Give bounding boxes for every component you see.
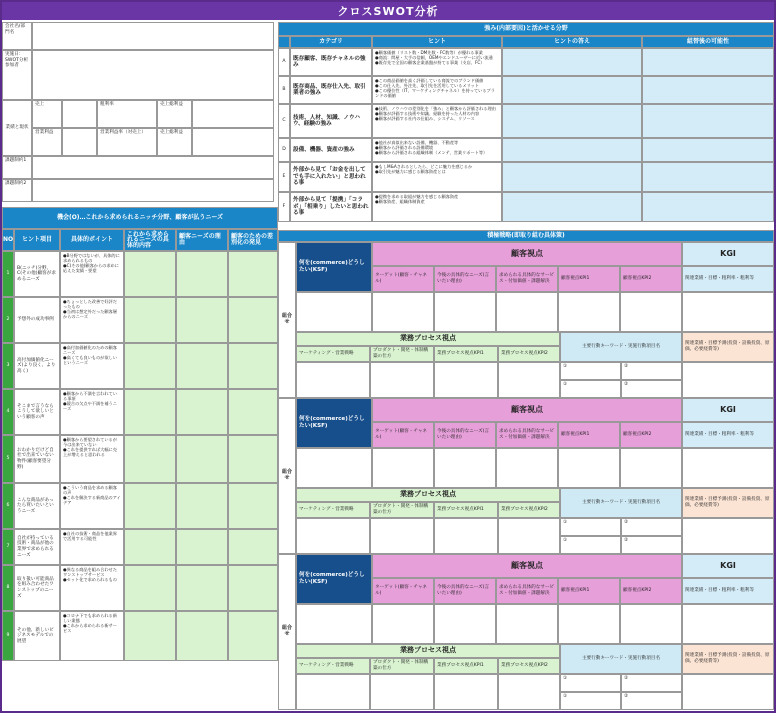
opp-col-extra: 顧客のための差別化の発見 bbox=[228, 229, 278, 251]
customer-input[interactable] bbox=[620, 604, 682, 644]
opp-row-hint: ●異なる商品を組み合わせたワンストップサービス ●セット化で求められるもの bbox=[60, 565, 124, 611]
pkpi1-label: 業務プロセス視点KPI1 bbox=[434, 346, 498, 362]
target-label: ターゲット(顧客・チャネル) bbox=[372, 578, 434, 604]
ksf-input[interactable] bbox=[296, 604, 372, 644]
swot-owner-field[interactable] bbox=[32, 50, 274, 100]
strength-row-category: 既存顧客、既存チャネルの強み bbox=[290, 48, 372, 76]
kgi-header: KGI bbox=[682, 554, 774, 578]
strengths-col-hint: ヒント bbox=[372, 36, 502, 48]
keyword-a-label[interactable]: ① bbox=[560, 674, 621, 692]
keyword-label: 主要行動キーワード・実施行動項目名 bbox=[560, 488, 682, 518]
strength-row-possibility[interactable] bbox=[642, 138, 774, 162]
op-total-label: 売上総利益 bbox=[157, 128, 192, 156]
marketing-input[interactable] bbox=[296, 362, 370, 398]
opp-row-hint: ●ちょっとした改善で好評だったもの ●当初は想定外だった顧客層からのニーズ bbox=[60, 297, 124, 343]
issue1-label: 課題制約1 bbox=[2, 156, 32, 179]
op-field[interactable] bbox=[62, 128, 97, 156]
opp-col-category: ヒント項目 bbox=[14, 229, 60, 251]
service-label: 求められる具体的なサービス・付加価値・課題解決 bbox=[496, 266, 558, 292]
opp-row-answer[interactable] bbox=[124, 565, 176, 611]
strength-row-answer[interactable] bbox=[502, 138, 642, 162]
product-label: プロダクト・開発・体制構築の仕方 bbox=[370, 346, 434, 362]
opp-row-answer[interactable] bbox=[124, 611, 176, 661]
opp-row-reason[interactable] bbox=[176, 565, 228, 611]
opp-row-no: 6 bbox=[2, 483, 14, 529]
strength-row-id: F bbox=[278, 192, 290, 222]
keyword-b-label[interactable]: ② bbox=[621, 536, 682, 554]
keyword-a-label[interactable]: ① bbox=[560, 536, 621, 554]
opportunities-rows bbox=[2, 251, 278, 673]
product-input[interactable] bbox=[370, 518, 434, 554]
keyword-a-label[interactable]: ① bbox=[560, 380, 621, 398]
strength-row-hint: ●提携を求める取組が魅力を感じる顧客資産 ●顧客資産、組織体制資産 bbox=[372, 192, 502, 222]
opp-row-reason[interactable] bbox=[176, 483, 228, 529]
opp-row-answer[interactable] bbox=[124, 389, 176, 435]
opp-row-extra[interactable] bbox=[228, 435, 278, 483]
opp-row-no: 5 bbox=[2, 435, 14, 483]
opp-row-category: 高付加価値化ニーズ(より良く、より高く) bbox=[14, 343, 60, 389]
opp-row-reason[interactable] bbox=[176, 435, 228, 483]
opp-row-hint: ●顧客から不満を言われている事項 ●競合の欠点や不満を補うニーズ bbox=[60, 389, 124, 435]
customer-input[interactable] bbox=[558, 604, 620, 644]
pkpi1-label: 業務プロセス視点KPI1 bbox=[434, 658, 498, 674]
keyword-label: 主要行動キーワード・実施行動項目名 bbox=[560, 644, 682, 674]
pkpi2-label: 業務プロセス視点KPI2 bbox=[498, 346, 560, 362]
customer-header: 顧客視点 bbox=[372, 554, 682, 578]
opp-row-hint: ●高付加価値化のための顧客ニーズ ●高くても良いものが欲しいというニーズ bbox=[60, 343, 124, 389]
ksf-input[interactable] bbox=[296, 448, 372, 488]
opp-row-answer[interactable] bbox=[124, 529, 176, 565]
keyword-a-label[interactable]: ① bbox=[560, 362, 621, 380]
opp-row-no: 7 bbox=[2, 529, 14, 565]
target-label: ターゲット(顧客・チャネル) bbox=[372, 422, 434, 448]
kgi-detail-label: 関連業績・目標・粗利率・粗利等 bbox=[682, 578, 774, 604]
pkpi2-input[interactable] bbox=[498, 362, 560, 398]
kpi2-label: 顧客視点KPI2 bbox=[620, 422, 682, 448]
strength-row-possibility[interactable] bbox=[642, 162, 774, 192]
strength-row-category: 外部から見て「提携」「コラボ」「相乗り」したいと思われる事 bbox=[290, 192, 372, 222]
opp-row-hint: ●B分野ではないが、具体的に求められるもの ●C(その他)顧客からの求めに応えた実績・要望 bbox=[60, 251, 124, 297]
keyword-b-label[interactable]: ② bbox=[621, 518, 682, 536]
strength-row-hint: ●顧客価値（リスト数・DM先数・FC数等）が優れる事業 ●商流：問屋・大手の信頼、OEMやエンドユーザーに近い流通 ●既存先で全国の顧客企業基盤が持てる事業（支店、FC） bbox=[372, 48, 502, 76]
kgi-header: KGI bbox=[682, 398, 774, 422]
swot-owner-label: 実施日：SWOT分析参加者 bbox=[2, 50, 32, 100]
opp-row-no: 3 bbox=[2, 343, 14, 389]
strength-row-id: D bbox=[278, 138, 290, 162]
pkpi1-input[interactable] bbox=[434, 362, 498, 398]
strength-row-answer[interactable] bbox=[502, 162, 642, 192]
opp-row-hint: ●顧客から要望されているが今は出来ていない ●これを提供すれば大幅に売上が増えると思われる bbox=[60, 435, 124, 483]
strategy-blocks bbox=[278, 242, 774, 711]
pkpi1-input[interactable] bbox=[434, 674, 498, 710]
pkpi1-label: 業務プロセス視点KPI1 bbox=[434, 502, 498, 518]
combo-label: 組合せ bbox=[278, 242, 296, 398]
strength-row-answer[interactable] bbox=[502, 48, 642, 76]
kgi-detail-label: 関連業績・目標・粗利率・粗利等 bbox=[682, 422, 774, 448]
customer-input[interactable] bbox=[620, 448, 682, 488]
kpi2-label: 顧客視点KPI2 bbox=[620, 578, 682, 604]
target-label: ターゲット(顧客・チャネル) bbox=[372, 266, 434, 292]
perf-label: 業績と現状 bbox=[2, 100, 32, 156]
customer-input[interactable] bbox=[434, 292, 496, 332]
needs-label: 今後の具体的なニーズ(言いたい理由) bbox=[434, 422, 496, 448]
keyword-a-label[interactable]: ① bbox=[560, 518, 621, 536]
kpi2-label: 顧客視点KPI2 bbox=[620, 266, 682, 292]
customer-header: 顧客視点 bbox=[372, 398, 682, 422]
strategy-header: 積極戦略(即取り組む具体策) bbox=[278, 230, 774, 242]
customer-input[interactable] bbox=[372, 292, 434, 332]
marketing-input[interactable] bbox=[296, 674, 370, 710]
opp-col-reason: 顧客ニーズの理由 bbox=[176, 229, 228, 251]
process-header: 業務プロセス視点 bbox=[296, 644, 560, 658]
strengths-rows bbox=[278, 48, 774, 230]
strengths-table bbox=[278, 22, 774, 230]
strength-row-category: 設備、機器、資産の強み bbox=[290, 138, 372, 162]
kgi-input[interactable] bbox=[682, 292, 774, 332]
strength-row-id: C bbox=[278, 104, 290, 138]
customer-input[interactable] bbox=[434, 448, 496, 488]
opp-row-category: 自社が持っている技術・商品が他の業界で求められるニーズ bbox=[14, 529, 60, 565]
opp-row-answer[interactable] bbox=[124, 297, 176, 343]
marketing-label: マーケティング・営業戦略 bbox=[296, 658, 370, 674]
keyword-b-label[interactable]: ② bbox=[621, 674, 682, 692]
strength-row-hint: ●技術、ノウハウの差別化を「強み」と顧客から評価される理由 ●顧客が評価する技術や知識、経験を持った人材の内容 ●顧客が評価する社内の仕組み、システム、リソース bbox=[372, 104, 502, 138]
opp-row-extra[interactable] bbox=[228, 389, 278, 435]
product-label: プロダクト・開発・体制構築の仕方 bbox=[370, 658, 434, 674]
opportunities-table bbox=[2, 207, 278, 673]
company-name-field[interactable] bbox=[32, 22, 274, 50]
customer-input[interactable] bbox=[372, 448, 434, 488]
strength-row-id: A bbox=[278, 48, 290, 76]
strength-row-category: 外部から見て「お金を出してでも手に入れたい」と思われる事 bbox=[290, 162, 372, 192]
marketing-input[interactable] bbox=[296, 518, 370, 554]
opp-row-category: 取り扱い可能商品を組み合わせたワンストップのニーズ bbox=[14, 565, 60, 611]
process-header: 業務プロセス視点 bbox=[296, 488, 560, 502]
ksf-label: 何を(commerce)どうしたい(KSF) bbox=[296, 554, 372, 604]
strengths-col-category: カテゴリ bbox=[290, 36, 372, 48]
product-input[interactable] bbox=[370, 362, 434, 398]
company-info bbox=[2, 22, 274, 202]
issue1-field[interactable] bbox=[32, 156, 274, 179]
strategy-block bbox=[278, 242, 774, 398]
opp-row-reason[interactable] bbox=[176, 389, 228, 435]
combo-label: 組合せ bbox=[278, 398, 296, 554]
strength-row-hint: ●もしM&Aされるとしたら、どこに魅力を感じるか ●取引先が魅力に感じる顧客資産とは bbox=[372, 162, 502, 192]
keyword-b-label[interactable]: ② bbox=[621, 362, 682, 380]
product-label: プロダクト・開発・体制構築の仕方 bbox=[370, 502, 434, 518]
opp-row-extra[interactable] bbox=[228, 483, 278, 529]
strategy-block bbox=[278, 398, 774, 554]
opp-col-no: NO bbox=[2, 229, 14, 251]
strengths-col-possibility: 組替後の可能性 bbox=[642, 36, 774, 48]
customer-input[interactable] bbox=[372, 604, 434, 644]
opp-row-answer[interactable] bbox=[124, 343, 176, 389]
pkpi1-input[interactable] bbox=[434, 518, 498, 554]
strengths-col-answer: ヒントの答え bbox=[502, 36, 642, 48]
customer-input[interactable] bbox=[558, 292, 620, 332]
strength-row-possibility[interactable] bbox=[642, 48, 774, 76]
needs-label: 今後の具体的なニーズ(言いたい理由) bbox=[434, 266, 496, 292]
process-header: 業務プロセス視点 bbox=[296, 332, 560, 346]
page-title: クロスSWOT分析 bbox=[2, 2, 774, 20]
keyword-a-label[interactable]: ① bbox=[560, 692, 621, 710]
customer-input[interactable] bbox=[434, 604, 496, 644]
opp-row-answer[interactable] bbox=[124, 251, 176, 297]
opp-row-hint: ●コロナ下でも求められる新しい業態 ●これから求められる新サービス bbox=[60, 611, 124, 661]
opp-row-extra[interactable] bbox=[228, 565, 278, 611]
opp-row-category: おわかりだけど自社で出来ていない物件(顧客要望分野) bbox=[14, 435, 60, 483]
ksf-label: 何を(commerce)どうしたい(KSF) bbox=[296, 398, 372, 448]
opp-row-reason[interactable] bbox=[176, 611, 228, 661]
pkpi2-input[interactable] bbox=[498, 518, 560, 554]
company-name-label: 会社名/部門名 bbox=[2, 22, 32, 50]
opp-col-answer: これから求められるニーズの具体的内容 bbox=[124, 229, 176, 251]
opp-row-no: 9 bbox=[2, 611, 14, 661]
ksf-label: 何を(commerce)どうしたい(KSF) bbox=[296, 242, 372, 292]
strength-row-hint: ●他社が真似出来ない設備、機器、不動産等 ●顧客から評価される設備環境 ●顧客から評価される組織体制（メンテ、営業リポート等） bbox=[372, 138, 502, 162]
strength-row-id: B bbox=[278, 76, 290, 104]
kpi1-label: 顧客視点KPI1 bbox=[558, 578, 620, 604]
kpi1-label: 顧客視点KPI1 bbox=[558, 422, 620, 448]
pkpi2-input[interactable] bbox=[498, 674, 560, 710]
keyword-b-label[interactable]: ② bbox=[621, 380, 682, 398]
opp-row-extra[interactable] bbox=[228, 529, 278, 565]
cost-input[interactable] bbox=[682, 674, 774, 710]
product-input[interactable] bbox=[370, 674, 434, 710]
opp-row-extra[interactable] bbox=[228, 251, 278, 297]
strength-row-category: 既存商品、既存仕入先、取引業者の強み bbox=[290, 76, 372, 104]
strength-row-hint: ●この商品価値を高く評価している商流でのブランド価値 ●この仕入先、外注先、取引先を活用しているメリット ●この優位性（IT、マーケティングチャネル）を持っているブランドの価値 bbox=[372, 76, 502, 104]
opp-row-no: 1 bbox=[2, 251, 14, 297]
customer-header: 顧客視点 bbox=[372, 242, 682, 266]
keyword-b-label[interactable]: ② bbox=[621, 692, 682, 710]
strengths-header: 強み(内部要因)と活かせる分野 bbox=[278, 22, 774, 36]
strength-row-id: E bbox=[278, 162, 290, 192]
opp-row-answer[interactable] bbox=[124, 483, 176, 529]
strength-row-possibility[interactable] bbox=[642, 104, 774, 138]
issue2-field[interactable] bbox=[32, 179, 274, 202]
opp-row-reason[interactable] bbox=[176, 529, 228, 565]
cost-label: 関連業績・目標予測(投資・設備投資、原価、必要経費等) bbox=[682, 332, 774, 362]
op-rate-label: 営業利益率（対売上） bbox=[97, 128, 157, 156]
opportunities-header: 機会(O)…これから求められるニッチ分野、顧客が払うニーズ bbox=[2, 207, 278, 229]
opp-row-reason[interactable] bbox=[176, 251, 228, 297]
keyword-label: 主要行動キーワード・実施行動項目名 bbox=[560, 332, 682, 362]
strategy-area bbox=[278, 230, 774, 711]
opp-row-no: 2 bbox=[2, 297, 14, 343]
strength-row-category: 技術、人材、知識、ノウハウ、経験の強み bbox=[290, 104, 372, 138]
issue2-label: 課題制約2 bbox=[2, 179, 32, 202]
customer-input[interactable] bbox=[496, 292, 558, 332]
opp-row-reason[interactable] bbox=[176, 297, 228, 343]
kgi-detail-label: 関連業績・目標・粗利率・粗利等 bbox=[682, 266, 774, 292]
op-label: 営業利益 bbox=[32, 128, 62, 156]
ksf-input[interactable] bbox=[296, 292, 372, 332]
cost-label: 関連業績・目標予測(投資・設備投資、原価、必要経費等) bbox=[682, 488, 774, 518]
strength-row-answer[interactable] bbox=[502, 76, 642, 104]
strength-row-answer[interactable] bbox=[502, 192, 642, 222]
combo-label: 組合せ bbox=[278, 554, 296, 710]
opp-row-category: B(ニッチ)分野、C(その他)顧客が求めるニーズ bbox=[14, 251, 60, 297]
strength-row-possibility[interactable] bbox=[642, 192, 774, 222]
cost-input[interactable] bbox=[682, 518, 774, 554]
opp-row-category: こんな商品があったら買いたいというニーズ bbox=[14, 483, 60, 529]
customer-input[interactable] bbox=[620, 292, 682, 332]
sales-total-label: 売上総利益 bbox=[157, 100, 192, 128]
gross-label: 粗利率 bbox=[97, 100, 157, 128]
marketing-label: マーケティング・営業戦略 bbox=[296, 346, 370, 362]
sales-field[interactable] bbox=[62, 100, 97, 128]
pkpi2-label: 業務プロセス視点KPI2 bbox=[498, 502, 560, 518]
customer-input[interactable] bbox=[558, 448, 620, 488]
service-label: 求められる具体的なサービス・付加価値・課題解決 bbox=[496, 578, 558, 604]
marketing-label: マーケティング・営業戦略 bbox=[296, 502, 370, 518]
strength-row-possibility[interactable] bbox=[642, 76, 774, 104]
service-label: 求められる具体的なサービス・付加価値・課題解決 bbox=[496, 422, 558, 448]
opp-row-extra[interactable] bbox=[228, 297, 278, 343]
customer-input[interactable] bbox=[496, 604, 558, 644]
kgi-input[interactable] bbox=[682, 448, 774, 488]
strategy-block bbox=[278, 554, 774, 710]
kgi-header: KGI bbox=[682, 242, 774, 266]
opp-row-extra[interactable] bbox=[228, 611, 278, 661]
opp-row-category: そこまで言うならこうして欲しいという顧客の声 bbox=[14, 389, 60, 435]
opp-row-no: 8 bbox=[2, 565, 14, 611]
opp-row-extra[interactable] bbox=[228, 343, 278, 389]
opp-row-no: 4 bbox=[2, 389, 14, 435]
strength-row-answer[interactable] bbox=[502, 104, 642, 138]
needs-label: 今後の具体的なニーズ(言いたい理由) bbox=[434, 578, 496, 604]
opp-row-category: 予想外の成功事例 bbox=[14, 297, 60, 343]
op-total-field[interactable] bbox=[192, 128, 274, 156]
sales-total-field[interactable] bbox=[192, 100, 274, 128]
customer-input[interactable] bbox=[496, 448, 558, 488]
cost-input[interactable] bbox=[682, 362, 774, 398]
cost-label: 関連業績・目標予測(投資・設備投資、原価、必要経費等) bbox=[682, 644, 774, 674]
opp-row-hint: ●自社の技術・商品を他業界で活用する可能性 bbox=[60, 529, 124, 565]
opp-row-answer[interactable] bbox=[124, 435, 176, 483]
strengths-id-header bbox=[278, 36, 290, 48]
kpi1-label: 顧客視点KPI1 bbox=[558, 266, 620, 292]
sales-label: 売上 bbox=[32, 100, 62, 128]
opp-row-reason[interactable] bbox=[176, 343, 228, 389]
opp-row-category: その他、新しいビジネスモデルでの展望 bbox=[14, 611, 60, 661]
opp-col-hint: 具体的ポイント bbox=[60, 229, 124, 251]
opp-row-hint: ●こういう商品を求める顧客の声 ●これを解決する新商品のアイデア bbox=[60, 483, 124, 529]
kgi-input[interactable] bbox=[682, 604, 774, 644]
pkpi2-label: 業務プロセス視点KPI2 bbox=[498, 658, 560, 674]
